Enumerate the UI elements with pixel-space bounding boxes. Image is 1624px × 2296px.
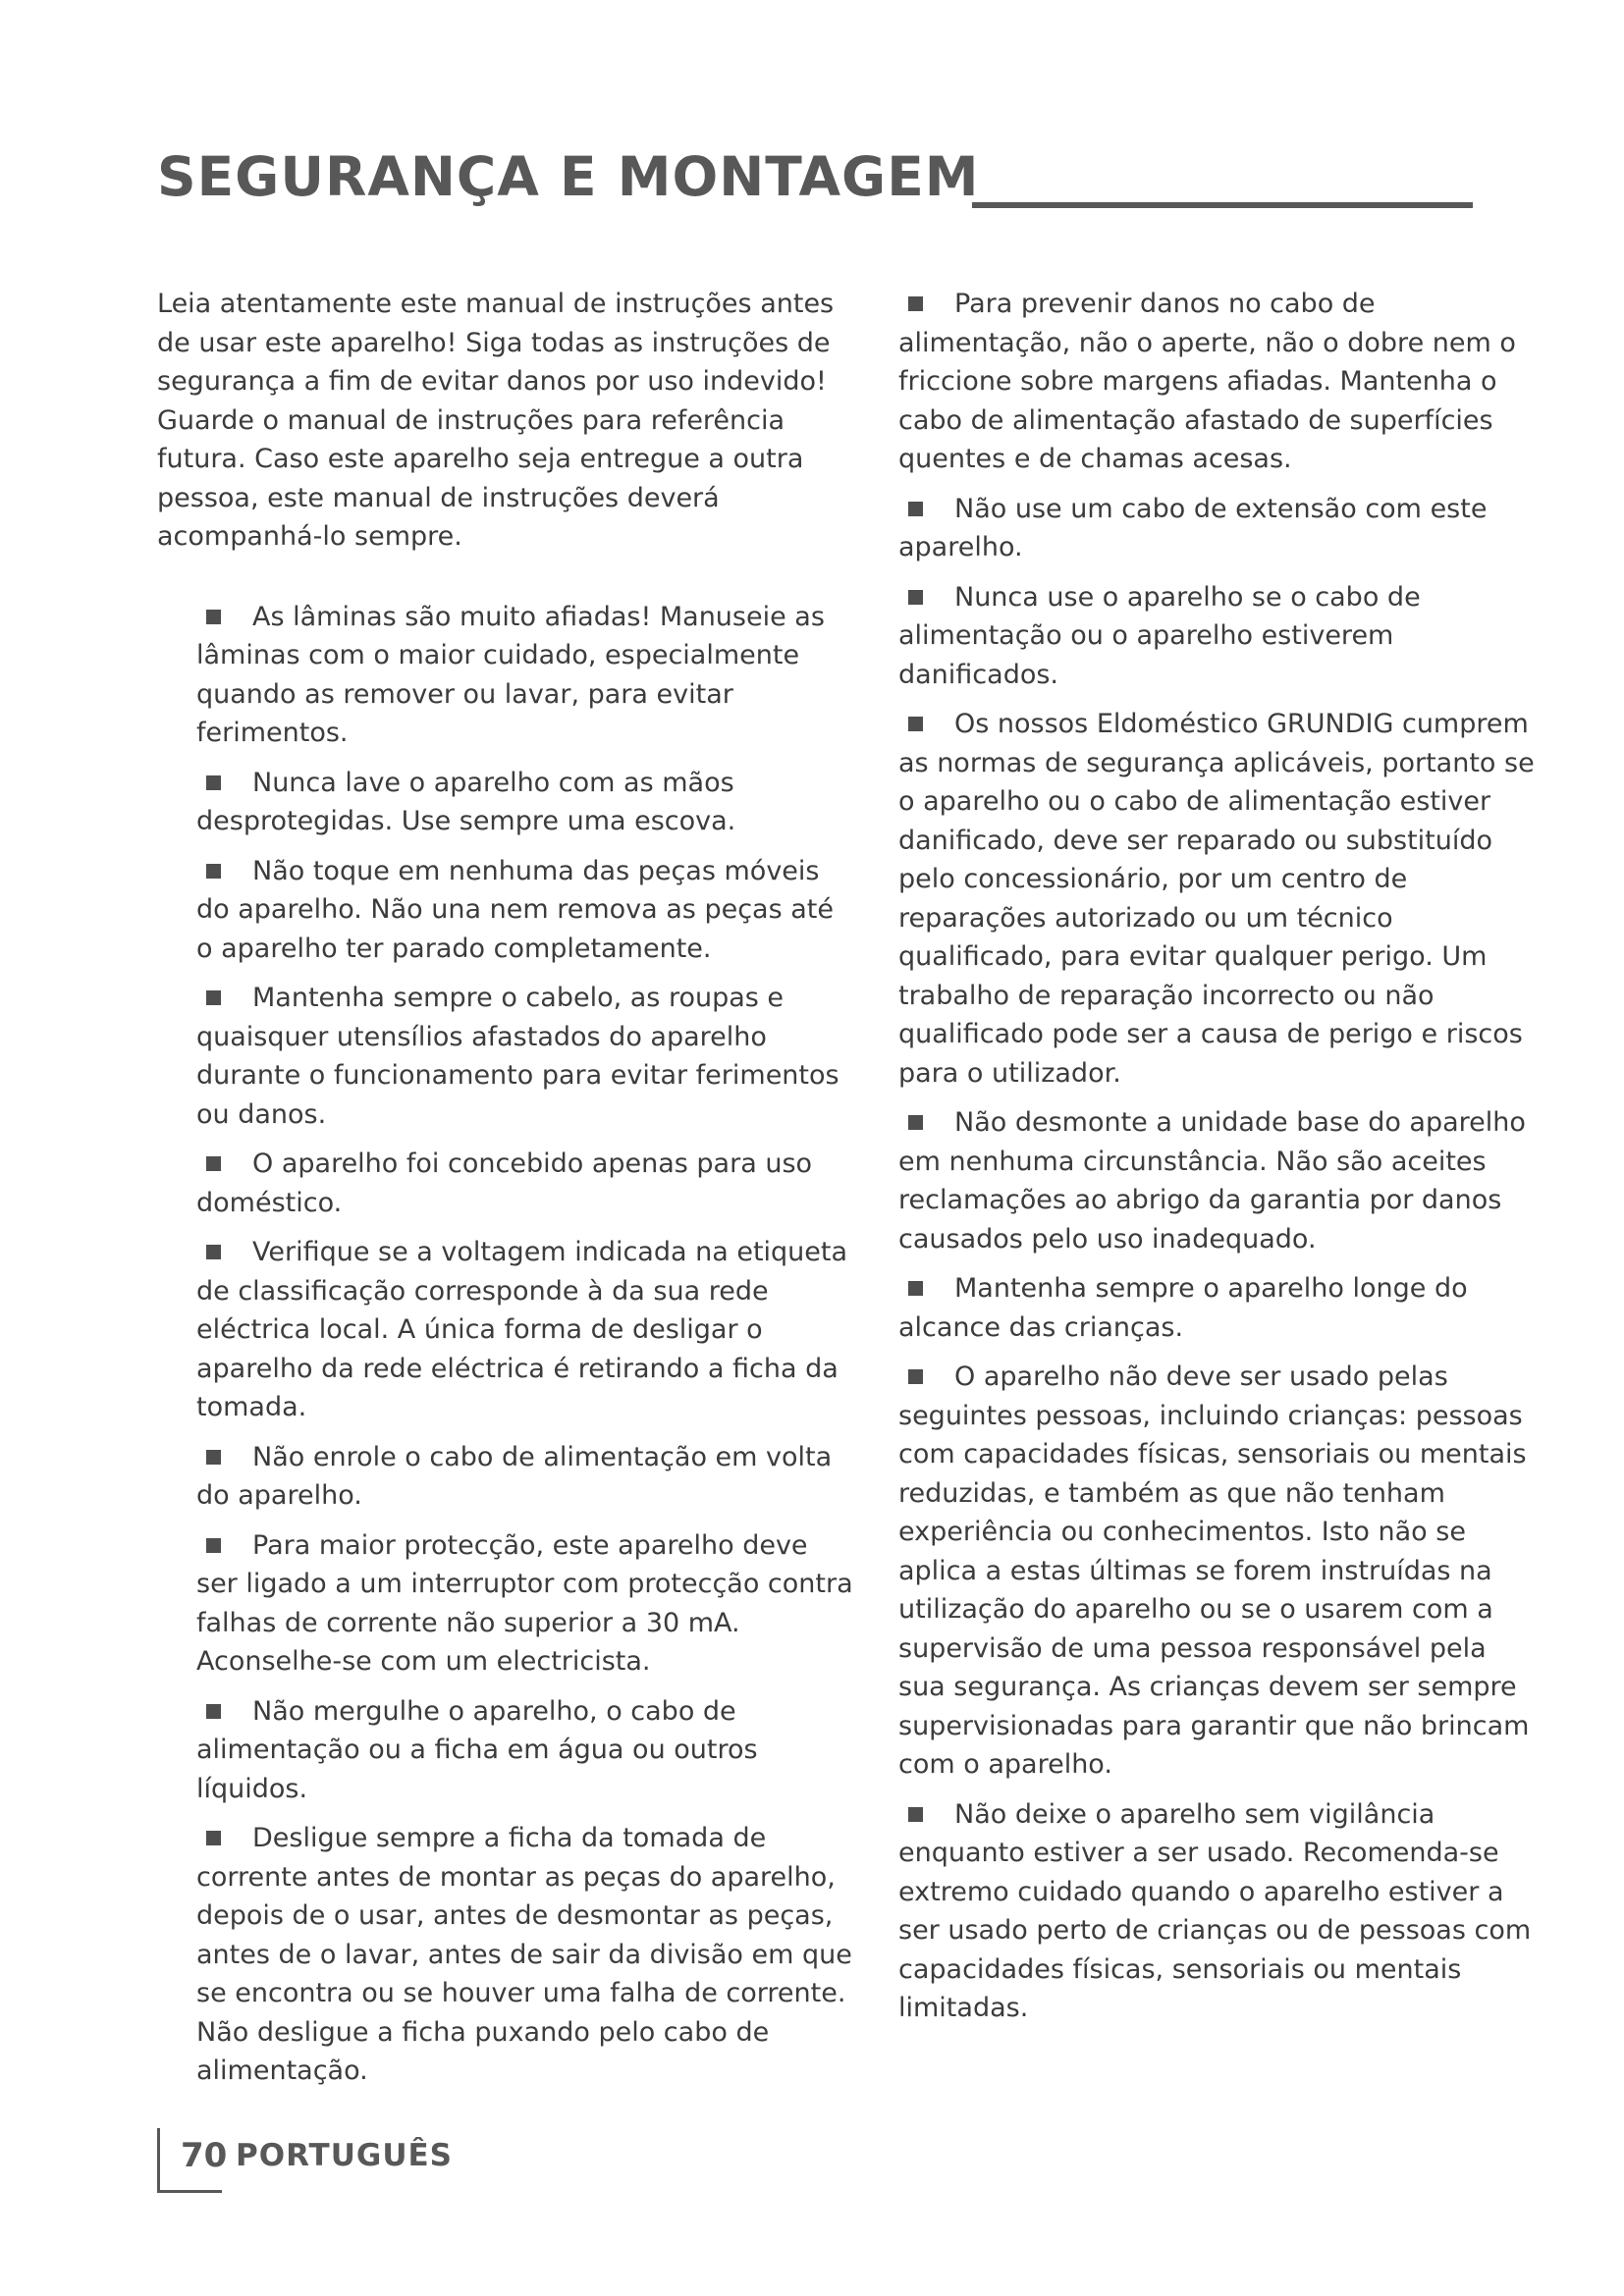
safety-item <box>196 1438 854 1516</box>
square-bullet-icon <box>908 717 923 731</box>
safety-item-text: Não deixe o aparelho sem vigilância enquanto estiver a ser usado. Recomenda-se extremo cuidado quando o aparelho estiver a ser usado perto de crianças ou de pessoas com capacidades físicas, sensoriais ou mentais limitadas. <box>898 1798 1532 2023</box>
safety-item <box>898 1795 1537 2028</box>
square-bullet-icon <box>908 1281 923 1296</box>
safety-item <box>898 705 1537 1093</box>
square-bullet-icon <box>206 1450 221 1465</box>
safety-item-text: Para maior protecção, este aparelho deve ser ligado a um interruptor com protecção contra falhas de corrente não superior a 30 mA. Aconselhe-se com um electricista. <box>196 1529 853 1677</box>
safety-item <box>898 1358 1537 1785</box>
safety-item-text: Mantenha sempre o aparelho longe do alcance das crianças. <box>898 1273 1468 1343</box>
footer-corner-rule <box>157 2190 222 2193</box>
intro-text <box>157 285 854 557</box>
footer-corner-rule <box>157 2128 160 2193</box>
safety-item-text: Não use um cabo de extensão com este aparelho. <box>898 493 1488 562</box>
square-bullet-icon <box>206 1156 221 1171</box>
square-bullet-icon <box>908 502 923 516</box>
title-underline <box>972 202 1473 208</box>
safety-item <box>196 1526 854 1682</box>
safety-item-text: Desligue sempre a ficha da tomada de corrente antes de montar as peças do aparelho, depois de o usar, antes de desmontar as peças, antes de o lavar, antes de sair da divisão em que se encontra ou se houver uma falha de corrente. Não desligue a ficha puxando pelo cabo de alimentação. <box>196 1823 852 2086</box>
safety-item-text: Para prevenir danos no cabo de alimentação, não o aperte, não o dobre nem o friccione sobre margens afiadas. Mantenha o cabo de alimentação afastado de superfícies quentes e de chamas acesas. <box>898 289 1516 474</box>
square-bullet-icon <box>908 590 923 605</box>
safety-item-text: O aparelho foi concebido apenas para uso doméstico. <box>196 1148 813 1218</box>
safety-item <box>196 852 854 969</box>
safety-item <box>898 578 1537 695</box>
safety-item-text: Nunca lave o aparelho com as mãos desprotegidas. Use sempre uma escova. <box>196 767 736 836</box>
safety-item-text: As lâminas são muito afiadas! Manuseie as lâminas com o maior cuidado, especialmente quando as remover ou lavar, para evitar ferimentos. <box>196 601 825 748</box>
square-bullet-icon <box>206 1704 221 1719</box>
safety-item-text: Não mergulhe o aparelho, o cabo de alimentação ou a ficha em água ou outros líquidos. <box>196 1695 758 1804</box>
square-bullet-icon <box>908 1369 923 1384</box>
page-title: SEGURANÇA E MONTAGEM <box>157 145 980 208</box>
safety-item <box>898 490 1537 567</box>
square-bullet-icon <box>908 1115 923 1130</box>
square-bullet-icon <box>206 990 221 1005</box>
square-bullet-icon <box>206 1538 221 1553</box>
page-language: PORTUGUÊS <box>236 2138 453 2173</box>
safety-item <box>196 1692 854 1809</box>
safety-item <box>196 764 854 841</box>
safety-item <box>196 1233 854 1427</box>
safety-item <box>196 979 854 1134</box>
safety-item <box>898 285 1537 479</box>
intro-paragraph: Leia atentamente este manual de instruções antes de usar este aparelho! Siga todas as instruções de segurança a fim de evitar danos por uso indevido! <box>157 289 835 397</box>
square-bullet-icon <box>206 1831 221 1845</box>
left-column <box>157 285 854 2102</box>
safety-item <box>196 598 854 753</box>
safety-item <box>196 1145 854 1222</box>
safety-item-text: Verifique se a voltagem indicada na etiqueta de classificação corresponde à da sua rede eléctrica local. A única forma de desligar o aparelho da rede eléctrica é retirando a ficha da tomada. <box>196 1237 848 1422</box>
square-bullet-icon <box>206 1245 221 1259</box>
safety-item-text: Nunca use o aparelho se o cabo de alimentação ou o aparelho estiverem danificados. <box>898 581 1421 690</box>
page-footer <box>157 2128 648 2193</box>
safety-item-text: Mantenha sempre o cabelo, as roupas e quaisquer utensílios afastados do aparelho durante o funcionamento para evitar ferimentos ou danos. <box>196 983 839 1130</box>
safety-item-text: O aparelho não deve ser usado pelas seguintes pessoas, incluindo crianças: pessoas com capacidades físicas, sensoriais ou mentais reduzidas, e também as que não tenham experiência ou conhecimentos. Isto não se aplica a estas últimas se forem instruídas na utilização do aparelho ou se o usarem com a supervisão de uma pessoa responsável pela sua segurança. As crianças devem ser sempre supervisionadas para garantir que não brincam com o aparelho. <box>898 1362 1530 1780</box>
safety-item <box>196 1819 854 2091</box>
safety-item-text: Não enrole o cabo de alimentação em volta do aparelho. <box>196 1441 833 1511</box>
intro-paragraph: Guarde o manual de instruções para referência futura. Caso este aparelho seja entregue a outra pessoa, este manual de instruções deverá acompanhá-lo sempre. <box>157 404 804 552</box>
safety-item-text: Os nossos Eldoméstico GRUNDIG cumprem as normas de segurança aplicáveis, portanto se o aparelho ou o cabo de alimentação estiver danificado, deve ser reparado ou substituído pelo concessionário, por um centro de reparações autorizado ou um técnico qualificado, para evitar qualquer perigo. Um trabalho de reparação incorrecto ou não qualificado pode ser a causa de perigo e riscos para o utilizador. <box>898 709 1535 1089</box>
square-bullet-icon <box>908 1807 923 1822</box>
page-header <box>157 145 1473 234</box>
safety-item <box>898 1269 1537 1347</box>
safety-item-text: Não toque em nenhuma das peças móveis do aparelho. Não una nem remova as peças até o aparelho ter parado completamente. <box>196 855 834 964</box>
safety-item <box>898 1103 1537 1258</box>
square-bullet-icon <box>206 775 221 790</box>
square-bullet-icon <box>206 610 221 624</box>
right-column <box>898 285 1537 2039</box>
safety-list-left <box>157 598 854 2091</box>
page-number: 70 <box>181 2136 228 2175</box>
square-bullet-icon <box>206 864 221 879</box>
safety-item-text: Não desmonte a unidade base do aparelho em nenhuma circunstância. Não são aceites reclamações ao abrigo da garantia por danos causados pelo uso inadequado. <box>898 1107 1526 1255</box>
safety-list-right <box>898 285 1537 2028</box>
square-bullet-icon <box>908 296 923 311</box>
